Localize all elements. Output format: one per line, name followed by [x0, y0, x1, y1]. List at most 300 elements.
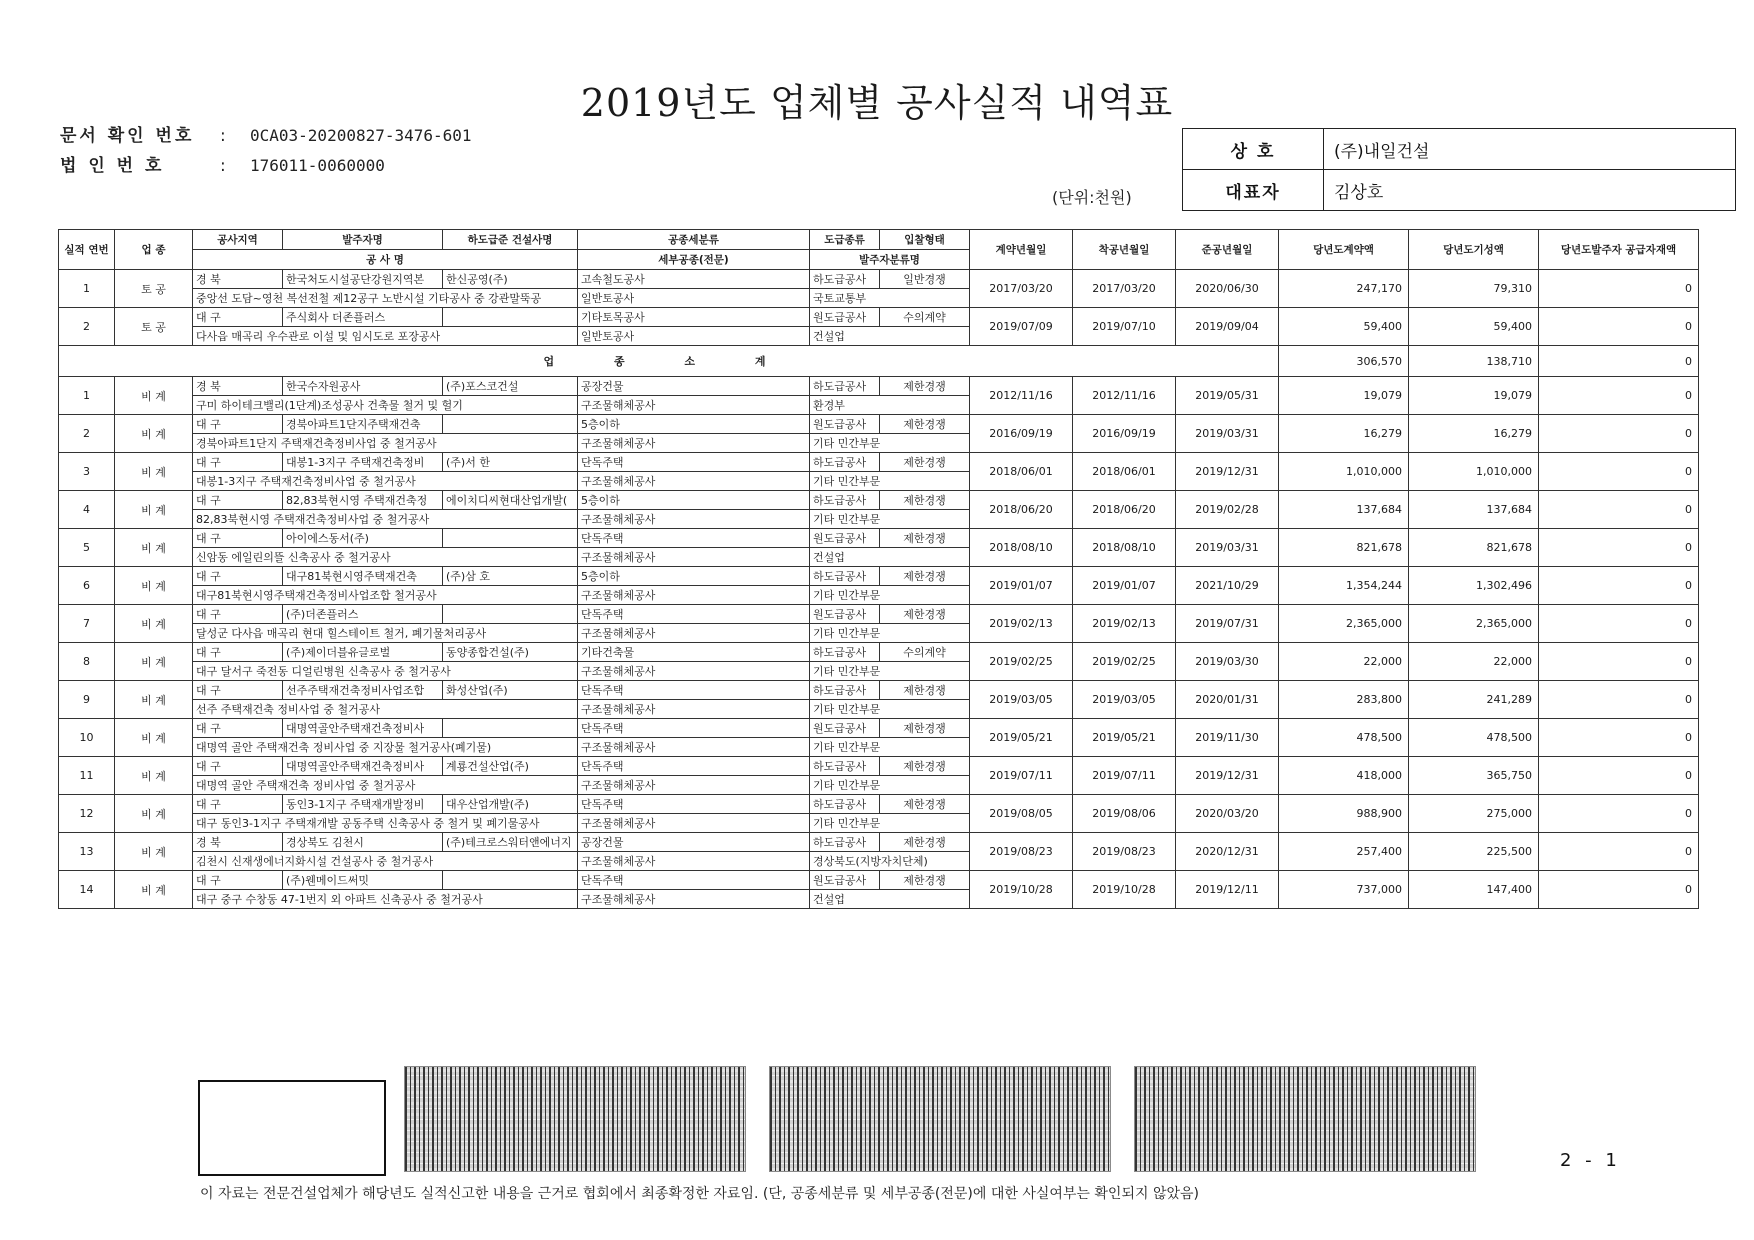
contract-date-cell: 2019/10/28 [970, 871, 1073, 909]
bid-type-cell: 제한경쟁 [880, 567, 970, 586]
sub-work-cell: 구조물해체공사 [578, 890, 810, 909]
client-class-cell: 건설업 [810, 548, 970, 567]
biz-cell: 비 계 [115, 643, 193, 681]
bid-type-cell: 제한경쟁 [880, 453, 970, 472]
seq-cell: 3 [59, 453, 115, 491]
supply-amount-cell: 0 [1539, 491, 1699, 529]
end-date-cell: 2019/12/31 [1176, 453, 1279, 491]
seq-cell: 1 [59, 377, 115, 415]
start-date-cell: 2019/07/10 [1073, 308, 1176, 346]
client-class-cell: 기타 민간부문 [810, 700, 970, 719]
work-type-cell: 단독주택 [578, 871, 810, 890]
client-cell: 한국수자원공사 [283, 377, 443, 396]
work-type-cell: 단독주택 [578, 605, 810, 624]
contract-amount-cell: 137,684 [1279, 491, 1409, 529]
end-date-cell: 2020/03/20 [1176, 795, 1279, 833]
seq-cell: 10 [59, 719, 115, 757]
project-cell: 경북아파트1단지 주택재건축정비사업 중 철거공사 [193, 434, 578, 453]
contract-kind-cell: 하도급공사 [810, 453, 880, 472]
supply-amount-cell: 0 [1539, 308, 1699, 346]
region-cell: 대 구 [193, 643, 283, 662]
client-cell: 한국처도시설공단강원지역본 [283, 270, 443, 289]
contract-date-cell: 2019/07/11 [970, 757, 1073, 795]
bid-type-cell: 제한경쟁 [880, 833, 970, 852]
contract-kind-cell: 하도급공사 [810, 270, 880, 289]
doc-number: 0CA03-20200827-3476-601 [250, 126, 472, 145]
contract-amount-cell: 247,170 [1279, 270, 1409, 308]
col-contract-amount: 당년도계약액 [1279, 230, 1409, 270]
corp-number: 176011-0060000 [250, 156, 385, 175]
region-cell: 대 구 [193, 529, 283, 548]
end-date-cell: 2019/12/11 [1176, 871, 1279, 909]
region-cell: 대 구 [193, 308, 283, 327]
contract-date-cell: 2019/07/09 [970, 308, 1073, 346]
start-date-cell: 2018/06/01 [1073, 453, 1176, 491]
client-cell: 82,83북현시영 주택재건축정 [283, 491, 443, 510]
sub-work-cell: 일반토공사 [578, 289, 810, 308]
prime-cell: (주)테크로스워터앤에너지 [443, 833, 578, 852]
prime-cell: 한신공영(주) [443, 270, 578, 289]
biz-cell: 비 계 [115, 415, 193, 453]
disclaimer: 이 자료는 전문건설업체가 해당년도 실적신고한 내용을 근거로 협회에서 최종확정한 자료임. (단, 공종세분류 및 세부공종(전문)에 대한 사실여부는 확인되지 않았음) [200, 1186, 1199, 1202]
work-type-cell: 공장건물 [578, 377, 810, 396]
table-row [59, 453, 1699, 472]
done-amount-cell: 22,000 [1409, 643, 1539, 681]
end-date-cell: 2019/03/30 [1176, 643, 1279, 681]
work-type-cell: 단독주택 [578, 757, 810, 776]
col-sub-work: 세부공종(전문) [578, 250, 810, 270]
representative-label: 대표자 [1183, 170, 1324, 211]
supply-amount-cell: 0 [1539, 415, 1699, 453]
seq-cell: 13 [59, 833, 115, 871]
contract-amount-cell: 19,079 [1279, 377, 1409, 415]
sub-work-cell: 구조물해체공사 [578, 548, 810, 567]
bid-type-cell: 제한경쟁 [880, 491, 970, 510]
client-cell: 경상북도 김천시 [283, 833, 443, 852]
client-cell: 대명역골안주택재건축정비사 [283, 757, 443, 776]
barcode-1 [404, 1066, 746, 1172]
contract-amount-cell: 2,365,000 [1279, 605, 1409, 643]
corp-number-label: 법 인 번 호 [60, 156, 165, 176]
work-type-cell: 단독주택 [578, 681, 810, 700]
project-cell: 대명역 골안 주택재건축 정비사업 중 철거공사 [193, 776, 578, 795]
region-cell: 대 구 [193, 567, 283, 586]
bid-type-cell: 제한경쟁 [880, 605, 970, 624]
start-date-cell: 2019/02/25 [1073, 643, 1176, 681]
prime-cell: (주)서 한 [443, 453, 578, 472]
prime-cell [443, 308, 578, 327]
client-class-cell: 기타 민간부문 [810, 738, 970, 757]
done-amount-cell: 275,000 [1409, 795, 1539, 833]
supply-amount-cell: 0 [1539, 795, 1699, 833]
sub-work-cell: 구조물해체공사 [578, 776, 810, 795]
bid-type-cell: 제한경쟁 [880, 757, 970, 776]
subtotal-label: 업 종 소 계 [59, 346, 1279, 377]
work-type-cell: 단독주택 [578, 453, 810, 472]
work-type-cell: 단독주택 [578, 529, 810, 548]
contract-date-cell: 2018/06/01 [970, 453, 1073, 491]
supply-amount-cell: 0 [1539, 643, 1699, 681]
prime-cell [443, 871, 578, 890]
supply-amount-cell: 0 [1539, 757, 1699, 795]
start-date-cell: 2012/11/16 [1073, 377, 1176, 415]
contract-amount-cell: 1,010,000 [1279, 453, 1409, 491]
col-contract-date: 계약년월일 [970, 230, 1073, 270]
sub-work-cell: 구조물해체공사 [578, 472, 810, 491]
stamp-box [198, 1080, 386, 1176]
seq-cell: 7 [59, 605, 115, 643]
region-cell: 대 구 [193, 795, 283, 814]
region-cell: 경 북 [193, 833, 283, 852]
prime-cell [443, 719, 578, 738]
bid-type-cell: 수의계약 [880, 308, 970, 327]
client-cell: 아이에스동서(주) [283, 529, 443, 548]
performance-table [58, 229, 1699, 909]
performance-table-body [59, 230, 1699, 909]
contract-kind-cell: 하도급공사 [810, 681, 880, 700]
contract-amount-cell: 1,354,244 [1279, 567, 1409, 605]
client-cell: (주)더존플러스 [283, 605, 443, 624]
biz-cell: 비 계 [115, 871, 193, 909]
biz-cell: 비 계 [115, 567, 193, 605]
region-cell: 대 구 [193, 453, 283, 472]
prime-cell: (주)삼 호 [443, 567, 578, 586]
start-date-cell: 2017/03/20 [1073, 270, 1176, 308]
end-date-cell: 2019/12/31 [1176, 757, 1279, 795]
done-amount-cell: 147,400 [1409, 871, 1539, 909]
bid-type-cell: 수의계약 [880, 643, 970, 662]
contract-kind-cell: 원도급공사 [810, 308, 880, 327]
end-date-cell: 2019/11/30 [1176, 719, 1279, 757]
done-amount-cell: 2,365,000 [1409, 605, 1539, 643]
client-class-cell: 기타 민간부문 [810, 662, 970, 681]
contract-amount-cell: 821,678 [1279, 529, 1409, 567]
biz-cell: 토 공 [115, 270, 193, 308]
supply-amount-cell: 0 [1539, 377, 1699, 415]
contract-date-cell: 2016/09/19 [970, 415, 1073, 453]
contract-kind-cell: 원도급공사 [810, 719, 880, 738]
sub-work-cell: 일반토공사 [578, 327, 810, 346]
work-type-cell: 5층이하 [578, 415, 810, 434]
region-cell: 대 구 [193, 491, 283, 510]
end-date-cell: 2020/01/31 [1176, 681, 1279, 719]
client-class-cell: 기타 민간부문 [810, 434, 970, 453]
region-cell: 대 구 [193, 415, 283, 434]
seq-cell: 2 [59, 415, 115, 453]
client-class-cell: 기타 민간부문 [810, 624, 970, 643]
table-row [59, 833, 1699, 852]
doc-number-line: 문서 확인 번호 : 0CA03-20200827-3476-601 [60, 121, 472, 146]
bid-type-cell: 제한경쟁 [880, 795, 970, 814]
client-class-cell: 건설업 [810, 327, 970, 346]
seq-cell: 4 [59, 491, 115, 529]
unit-note: (단위:천원) [1052, 188, 1132, 207]
supply-amount-cell: 0 [1539, 681, 1699, 719]
project-cell: 신암동 에일린의뜰 신축공사 중 철거공사 [193, 548, 578, 567]
done-amount-cell: 59,400 [1409, 308, 1539, 346]
supply-amount-cell: 0 [1539, 529, 1699, 567]
client-cell: (주)제이더블유글로벌 [283, 643, 443, 662]
end-date-cell: 2021/10/29 [1176, 567, 1279, 605]
end-date-cell: 2019/09/04 [1176, 308, 1279, 346]
contract-date-cell: 2017/03/20 [970, 270, 1073, 308]
table-row [59, 567, 1699, 586]
project-cell: 82,83북현시영 주택재건축정비사업 중 철거공사 [193, 510, 578, 529]
done-amount-cell: 1,010,000 [1409, 453, 1539, 491]
col-region: 공사지역 [193, 230, 283, 250]
contract-date-cell: 2019/08/05 [970, 795, 1073, 833]
start-date-cell: 2019/01/07 [1073, 567, 1176, 605]
sub-work-cell: 구조물해체공사 [578, 510, 810, 529]
start-date-cell: 2019/02/13 [1073, 605, 1176, 643]
contract-amount-cell: 16,279 [1279, 415, 1409, 453]
start-date-cell: 2019/08/06 [1073, 795, 1176, 833]
prime-cell: 에이치디씨현대산업개발( [443, 491, 578, 510]
seq-cell: 12 [59, 795, 115, 833]
region-cell: 대 구 [193, 871, 283, 890]
project-cell: 대명역 골안 주택재건축 정비사업 중 지장물 철거공사(폐기물) [193, 738, 578, 757]
table-row [59, 377, 1699, 396]
contract-kind-cell: 하도급공사 [810, 377, 880, 396]
supply-amount-cell: 0 [1539, 567, 1699, 605]
subtotal-row [59, 346, 1699, 377]
project-cell: 김천시 신재생에너지화시설 건설공사 중 철거공사 [193, 852, 578, 871]
biz-cell: 비 계 [115, 757, 193, 795]
end-date-cell: 2020/12/31 [1176, 833, 1279, 871]
client-cell: 경북아파트1단지주택재건축 [283, 415, 443, 434]
client-class-cell: 기타 민간부문 [810, 472, 970, 491]
done-amount-cell: 19,079 [1409, 377, 1539, 415]
table-row [59, 491, 1699, 510]
client-cell: 대봉1-3지구 주택재건축정비 [283, 453, 443, 472]
region-cell: 대 구 [193, 681, 283, 700]
col-start-date: 착공년월일 [1073, 230, 1176, 270]
contract-date-cell: 2019/03/05 [970, 681, 1073, 719]
biz-cell: 비 계 [115, 491, 193, 529]
biz-cell: 비 계 [115, 605, 193, 643]
supply-amount-cell: 0 [1539, 453, 1699, 491]
table-row [59, 757, 1699, 776]
biz-cell: 비 계 [115, 529, 193, 567]
project-cell: 대구 달서구 죽전동 디얼린병원 신축공사 중 철거공사 [193, 662, 578, 681]
bid-type-cell: 제한경쟁 [880, 415, 970, 434]
contract-kind-cell: 하도급공사 [810, 491, 880, 510]
table-row [59, 529, 1699, 548]
supply-amount-cell: 0 [1539, 719, 1699, 757]
start-date-cell: 2019/05/21 [1073, 719, 1176, 757]
company-name: (주)내일건설 [1324, 129, 1736, 170]
sub-work-cell: 구조물해체공사 [578, 434, 810, 453]
table-row [59, 871, 1699, 890]
col-work-type: 공종세분류 [578, 230, 810, 250]
seq-cell: 9 [59, 681, 115, 719]
contract-date-cell: 2019/05/21 [970, 719, 1073, 757]
client-class-cell: 경상북도(지방자치단체) [810, 852, 970, 871]
table-row [59, 719, 1699, 738]
done-amount-cell: 241,289 [1409, 681, 1539, 719]
client-class-cell: 환경부 [810, 396, 970, 415]
contract-kind-cell: 원도급공사 [810, 415, 880, 434]
start-date-cell: 2018/08/10 [1073, 529, 1176, 567]
contract-kind-cell: 하도급공사 [810, 795, 880, 814]
sub-work-cell: 구조물해체공사 [578, 852, 810, 871]
work-type-cell: 기타건축물 [578, 643, 810, 662]
table-row [59, 681, 1699, 700]
table-row [59, 415, 1699, 434]
seq-cell: 5 [59, 529, 115, 567]
done-amount-cell: 225,500 [1409, 833, 1539, 871]
company-info-table [1182, 128, 1736, 211]
client-class-cell: 기타 민간부문 [810, 510, 970, 529]
client-class-cell: 기타 민간부문 [810, 814, 970, 833]
done-amount-cell: 365,750 [1409, 757, 1539, 795]
contract-amount-cell: 478,500 [1279, 719, 1409, 757]
contract-date-cell: 2018/06/20 [970, 491, 1073, 529]
bid-type-cell: 제한경쟁 [880, 719, 970, 738]
region-cell: 경 북 [193, 270, 283, 289]
sub-work-cell: 구조물해체공사 [578, 586, 810, 605]
corp-number-line: 법 인 번 호 : 176011-0060000 [60, 151, 385, 176]
prime-cell [443, 605, 578, 624]
seq-cell: 2 [59, 308, 115, 346]
page-number: 2 - 1 [1560, 1150, 1621, 1171]
representative-name: 김상호 [1324, 170, 1736, 211]
work-type-cell: 단독주택 [578, 719, 810, 738]
contract-date-cell: 2019/01/07 [970, 567, 1073, 605]
prime-cell: 화성산업(주) [443, 681, 578, 700]
project-cell: 중앙선 도담~영천 복선전철 제12공구 노반시설 기타공사 중 강관말뚝공 [193, 289, 578, 308]
bid-type-cell: 제한경쟁 [880, 529, 970, 548]
contract-kind-cell: 하도급공사 [810, 833, 880, 852]
bid-type-cell: 제한경쟁 [880, 871, 970, 890]
contract-kind-cell: 원도급공사 [810, 605, 880, 624]
supply-amount-cell: 0 [1539, 270, 1699, 308]
col-done-amount: 당년도기성액 [1409, 230, 1539, 270]
biz-cell: 비 계 [115, 795, 193, 833]
project-cell: 다사읍 매곡리 우수관로 이설 및 임시도로 포장공사 [193, 327, 578, 346]
subtotal-done: 138,710 [1409, 346, 1539, 377]
supply-amount-cell: 0 [1539, 871, 1699, 909]
client-class-cell: 기타 민간부문 [810, 586, 970, 605]
sub-work-cell: 구조물해체공사 [578, 814, 810, 833]
sub-work-cell: 구조물해체공사 [578, 738, 810, 757]
contract-amount-cell: 257,400 [1279, 833, 1409, 871]
contract-date-cell: 2019/08/23 [970, 833, 1073, 871]
done-amount-cell: 821,678 [1409, 529, 1539, 567]
table-row [59, 795, 1699, 814]
start-date-cell: 2019/03/05 [1073, 681, 1176, 719]
client-class-cell: 건설업 [810, 890, 970, 909]
table-row [59, 643, 1699, 662]
seq-cell: 11 [59, 757, 115, 795]
sub-work-cell: 구조물해체공사 [578, 396, 810, 415]
doc-number-label: 문서 확인 번호 [60, 126, 195, 146]
end-date-cell: 2019/02/28 [1176, 491, 1279, 529]
project-cell: 구미 하이테크밸리(1단계)조성공사 건축물 철거 및 헐기 [193, 396, 578, 415]
seq-cell: 6 [59, 567, 115, 605]
done-amount-cell: 79,310 [1409, 270, 1539, 308]
project-cell: 선주 주택재건축 정비사업 중 철거공사 [193, 700, 578, 719]
bid-type-cell: 제한경쟁 [880, 681, 970, 700]
end-date-cell: 2019/05/31 [1176, 377, 1279, 415]
biz-cell: 토 공 [115, 308, 193, 346]
work-type-cell: 5층이하 [578, 567, 810, 586]
bid-type-cell: 제한경쟁 [880, 377, 970, 396]
contract-date-cell: 2019/02/13 [970, 605, 1073, 643]
client-cell: (주)웬메이드써밋 [283, 871, 443, 890]
client-cell: 대구81북현시영주택재건축 [283, 567, 443, 586]
prime-cell [443, 415, 578, 434]
seq-cell: 1 [59, 270, 115, 308]
supply-amount-cell: 0 [1539, 605, 1699, 643]
table-row [59, 270, 1699, 289]
start-date-cell: 2019/10/28 [1073, 871, 1176, 909]
project-cell: 대구 중구 수창동 47-1번지 외 아파트 신축공사 중 철거공사 [193, 890, 578, 909]
contract-kind-cell: 하도급공사 [810, 757, 880, 776]
seq-cell: 14 [59, 871, 115, 909]
biz-cell: 비 계 [115, 681, 193, 719]
seq-cell: 8 [59, 643, 115, 681]
col-prime: 하도급준 건설사명 [443, 230, 578, 250]
client-class-cell: 국토교통부 [810, 289, 970, 308]
work-type-cell: 5층이하 [578, 491, 810, 510]
end-date-cell: 2019/03/31 [1176, 415, 1279, 453]
work-type-cell: 공장건물 [578, 833, 810, 852]
contract-amount-cell: 988,900 [1279, 795, 1409, 833]
table-row [59, 308, 1699, 327]
page-title: 2019년도 업체별 공사실적 내역표 [580, 81, 1174, 125]
project-cell: 달성군 다사읍 매곡리 현대 힐스테이트 철거, 폐기물처리공사 [193, 624, 578, 643]
work-type-cell: 기타토목공사 [578, 308, 810, 327]
contract-kind-cell: 원도급공사 [810, 529, 880, 548]
contract-kind-cell: 원도급공사 [810, 871, 880, 890]
end-date-cell: 2019/07/31 [1176, 605, 1279, 643]
subtotal-contract: 306,570 [1279, 346, 1409, 377]
end-date-cell: 2019/03/31 [1176, 529, 1279, 567]
col-contract-kind: 도급종류 [810, 230, 880, 250]
region-cell: 대 구 [193, 757, 283, 776]
end-date-cell: 2020/06/30 [1176, 270, 1279, 308]
col-supply-amount: 당년도발주자 공급자재액 [1539, 230, 1699, 270]
col-end-date: 준공년월일 [1176, 230, 1279, 270]
region-cell: 대 구 [193, 719, 283, 738]
barcode-3 [1134, 1066, 1476, 1172]
prime-cell [443, 529, 578, 548]
header-row-1 [59, 230, 1699, 250]
contract-kind-cell: 하도급공사 [810, 567, 880, 586]
contract-amount-cell: 737,000 [1279, 871, 1409, 909]
contract-kind-cell: 하도급공사 [810, 643, 880, 662]
subtotal-supply: 0 [1539, 346, 1699, 377]
col-biz: 업 종 [115, 230, 193, 270]
col-project: 공 사 명 [193, 250, 578, 270]
done-amount-cell: 137,684 [1409, 491, 1539, 529]
sub-work-cell: 구조물해체공사 [578, 662, 810, 681]
done-amount-cell: 16,279 [1409, 415, 1539, 453]
contract-date-cell: 2018/08/10 [970, 529, 1073, 567]
start-date-cell: 2016/09/19 [1073, 415, 1176, 453]
prime-cell: 계룡건설산업(주) [443, 757, 578, 776]
col-bid-type: 입찰형태 [880, 230, 970, 250]
prime-cell: (주)포스코건설 [443, 377, 578, 396]
contract-amount-cell: 418,000 [1279, 757, 1409, 795]
col-seq: 실적 연번 [59, 230, 115, 270]
prime-cell: 동양종합건설(주) [443, 643, 578, 662]
client-class-cell: 기타 민간부문 [810, 776, 970, 795]
col-client: 발주자명 [283, 230, 443, 250]
client-cell: 주식회사 더존플러스 [283, 308, 443, 327]
table-row [59, 605, 1699, 624]
